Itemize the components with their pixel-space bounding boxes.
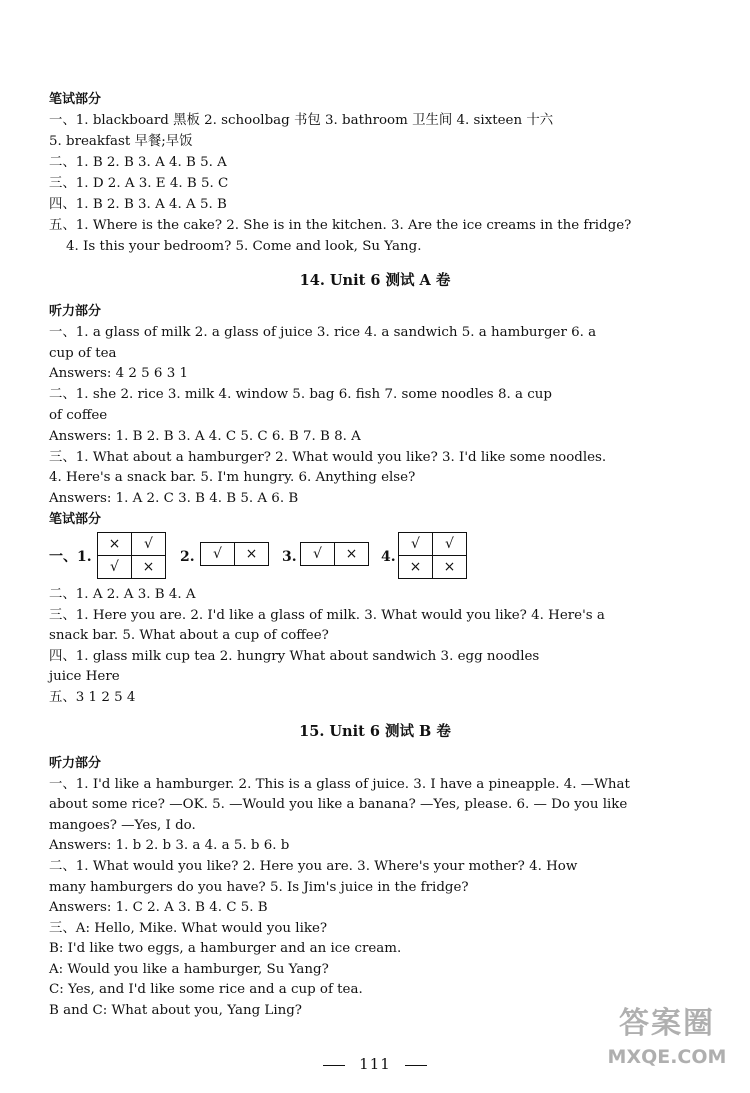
answers-line: Answers: 1. A 2. C 3. B 4. B 5. A 6. B xyxy=(49,491,299,506)
watermark xyxy=(592,1003,742,1089)
mark-cell: √ xyxy=(98,556,132,579)
answer-line: 三、1. What about a hamburger? 2. What would you like? 3. I'd like some noodles. xyxy=(49,450,607,465)
section-heading-listening: 听力部分 xyxy=(49,756,102,771)
mark-cell: √ xyxy=(433,533,467,556)
mark-cell: × xyxy=(132,556,166,579)
footer-dash-left xyxy=(323,1065,345,1066)
answer-line: about some rice? —OK. 5. —Would you like a banana? —Yes, please. 6. — Do you like xyxy=(49,797,628,812)
mark-cell: × xyxy=(235,543,269,566)
footer-dash-right xyxy=(405,1065,427,1066)
dialogue-line: B and C: What about you, Yang Ling? xyxy=(49,1003,302,1018)
answer-line: 五、1. Where is the cake? 2. She is in the kitchen. 3. Are the ice creams in the fridge? xyxy=(49,218,632,233)
mark-cell: × xyxy=(433,556,467,579)
answer-line: juice Here xyxy=(49,669,120,684)
answer-line: 三、1. D 2. A 3. E 4. B 5. C xyxy=(49,176,229,191)
answer-line: 4. Here's a snack bar. 5. I'm hungry. 6. Anything else? xyxy=(49,470,416,485)
dialogue-line: B: I'd like two eggs, a hamburger and an ice cream. xyxy=(49,941,402,956)
answers-line: Answers: 1. B 2. B 3. A 4. C 5. C 6. B 7. B 8. A xyxy=(49,429,361,444)
answer-line: 二、1. What would you like? 2. Here you are. 3. Where's your mother? 4. How xyxy=(49,859,578,874)
mark-cell: √ xyxy=(399,533,433,556)
answers-line: Answers: 4 2 5 6 3 1 xyxy=(49,366,188,381)
mark-cell: √ xyxy=(132,533,166,556)
test-title-unit15: 15. Unit 6 测试 B 卷 xyxy=(299,723,451,740)
grid-label: 一、1. xyxy=(49,549,92,565)
answer-grid-2 xyxy=(200,542,269,566)
answers-line: Answers: 1. b 2. b 3. a 4. a 5. b 6. b xyxy=(49,838,290,853)
answer-line: 二、1. B 2. B 3. A 4. B 5. A xyxy=(49,155,227,170)
dialogue-line: C: Yes, and I'd like some rice and a cup of tea. xyxy=(49,982,363,997)
answer-line: 五、3 1 2 5 4 xyxy=(49,690,136,705)
page-number: 111 xyxy=(359,1055,391,1073)
answer-line: 二、1. A 2. A 3. B 4. A xyxy=(49,587,196,602)
grid-label: 4. xyxy=(381,549,396,565)
grid-label: 2. xyxy=(180,549,195,565)
test-title-unit14: 14. Unit 6 测试 A 卷 xyxy=(299,272,451,289)
answer-line: 一、1. a glass of milk 2. a glass of juice 3. rice 4. a sandwich 5. a hamburger 6. a xyxy=(49,325,597,340)
mark-cell: × xyxy=(399,556,433,579)
answer-line: cup of tea xyxy=(49,346,117,361)
answer-line: 一、1. I'd like a hamburger. 2. This is a glass of juice. 3. I have a pineapple. 4. —What xyxy=(49,777,630,792)
answer-line: 5. breakfast 早餐;早饭 xyxy=(49,134,193,149)
answer-line: 一、1. blackboard 黑板 2. schoolbag 书包 3. bathroom 卫生间 4. sixteen 十六 xyxy=(49,113,554,128)
answer-grid-1 xyxy=(97,532,166,579)
answer-line: 二、1. she 2. rice 3. milk 4. window 5. bag 6. fish 7. some noodles 8. a cup xyxy=(49,387,552,402)
watermark-url: MXQE.COM xyxy=(607,1046,727,1068)
answer-line: mangoes? —Yes, I do. xyxy=(49,818,196,833)
answer-line: many hamburgers do you have? 5. Is Jim's juice in the fridge? xyxy=(49,880,469,895)
dialogue-line: A: Would you like a hamburger, Su Yang? xyxy=(49,962,329,977)
answer-grid-3 xyxy=(300,542,369,566)
mark-cell: √ xyxy=(201,543,235,566)
section-heading-listening: 听力部分 xyxy=(49,304,102,319)
mark-cell: √ xyxy=(301,543,335,566)
answers-line: Answers: 1. C 2. A 3. B 4. C 5. B xyxy=(49,900,268,915)
answer-line: 四、1. glass milk cup tea 2. hungry What about sandwich 3. egg noodles xyxy=(49,649,540,664)
watermark-logo: 答案圈 xyxy=(619,1006,715,1041)
mark-cell: × xyxy=(98,533,132,556)
answer-line: 4. Is this your bedroom? 5. Come and look, Su Yang. xyxy=(66,239,422,254)
section-heading-written: 笔试部分 xyxy=(49,92,102,107)
grid-label: 3. xyxy=(282,549,297,565)
mark-cell: × xyxy=(335,543,369,566)
dialogue-line: 三、A: Hello, Mike. What would you like? xyxy=(49,921,328,936)
answer-grids xyxy=(49,530,699,584)
answer-line: 三、1. Here you are. 2. I'd like a glass of milk. 3. What would you like? 4. Here's a xyxy=(49,608,605,623)
answer-line: snack bar. 5. What about a cup of coffee? xyxy=(49,628,329,643)
answer-line: of coffee xyxy=(49,408,108,423)
answer-grid-4 xyxy=(398,532,467,579)
answer-line: 四、1. B 2. B 3. A 4. A 5. B xyxy=(49,197,227,212)
section-heading-written: 笔试部分 xyxy=(49,512,102,527)
